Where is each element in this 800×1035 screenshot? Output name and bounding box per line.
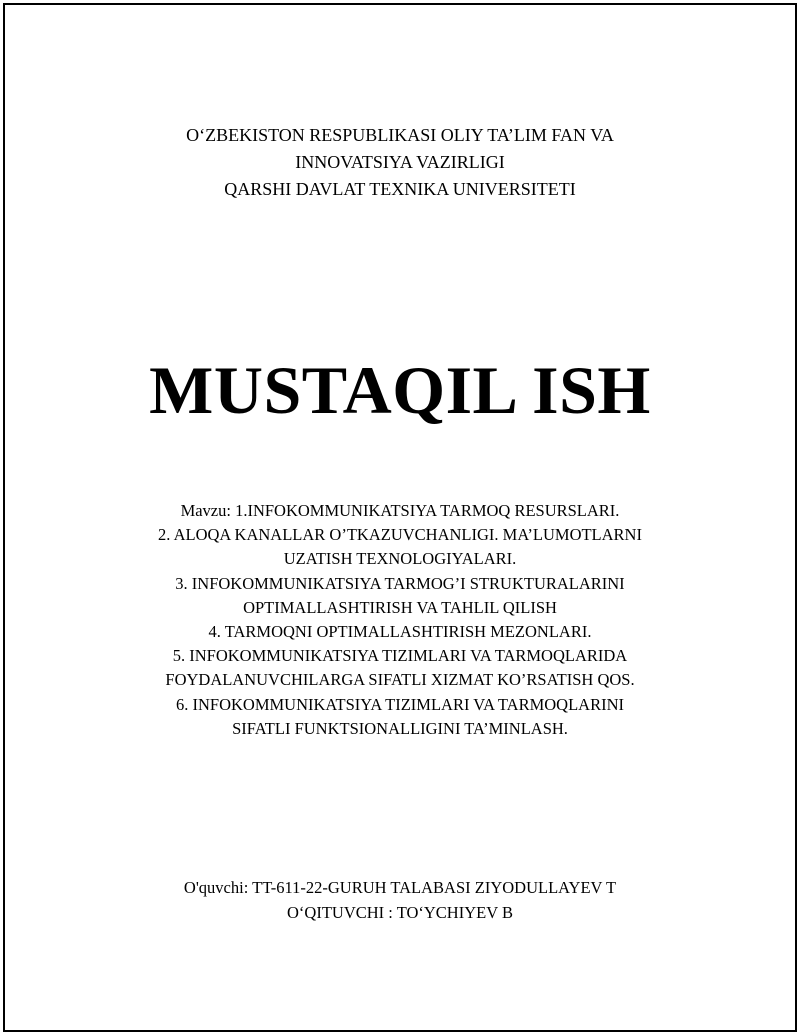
- topics-list: [0, 499, 800, 741]
- topic-line: FOYDALANUVCHILARGA SIFATLI XIZMAT KO’RSATISH QOS.: [165, 670, 635, 690]
- topic-line: 6. INFOKOMMUNIKATSIYA TIZIMLARI VA TARMOQLARINI: [175, 694, 625, 714]
- topic-line: 3. INFOKOMMUNIKATSIYA TARMOG’I STRUKTURALARINI: [175, 573, 625, 593]
- topic-line: Mavzu: 1.INFOKOMMUNIKATSIYA TARMOQ RESURSLARI.: [180, 501, 620, 520]
- credits: [0, 876, 800, 925]
- document-title: MUSTAQIL ISH: [149, 352, 651, 428]
- header-line-university: QARSHI DAVLAT TEXNIKA UNIVERSITETI: [224, 179, 576, 199]
- topic-line: 5. INFOKOMMUNIKATSIYA TIZIMLARI VA TARMOQLARIDA: [172, 646, 628, 666]
- header-line-ministry-2: INNOVATSIYA VAZIRLIGI: [295, 152, 505, 172]
- topic-line: UZATISH TEXNOLOGIYALARI.: [283, 549, 517, 569]
- topic-line: OPTIMALLASHTIRISH VA TAHLIL QILISH: [243, 597, 557, 617]
- institution-header: [0, 122, 800, 203]
- header-line-ministry-1: O‘ZBEKISTON RESPUBLIKASI OLIY TA’LIM FAN VA: [186, 125, 614, 145]
- topic-line: 2. ALOQA KANALLAR O’TKAZUVCHANLIGI. MA’LUMOTLARNI: [158, 525, 642, 545]
- teacher-credit: O‘QITUVCHI : TO‘YCHIYEV B: [287, 902, 513, 922]
- topic-line: 4. TARMOQNI OPTIMALLASHTIRISH MEZONLARI.: [208, 622, 592, 642]
- student-credit: O'quvchi: TT-611-22-GURUH TALABASI ZIYODULLAYEV T: [183, 878, 617, 897]
- topic-line: SIFATLI FUNKTSIONALLIGINI TA’MINLASH.: [232, 718, 568, 738]
